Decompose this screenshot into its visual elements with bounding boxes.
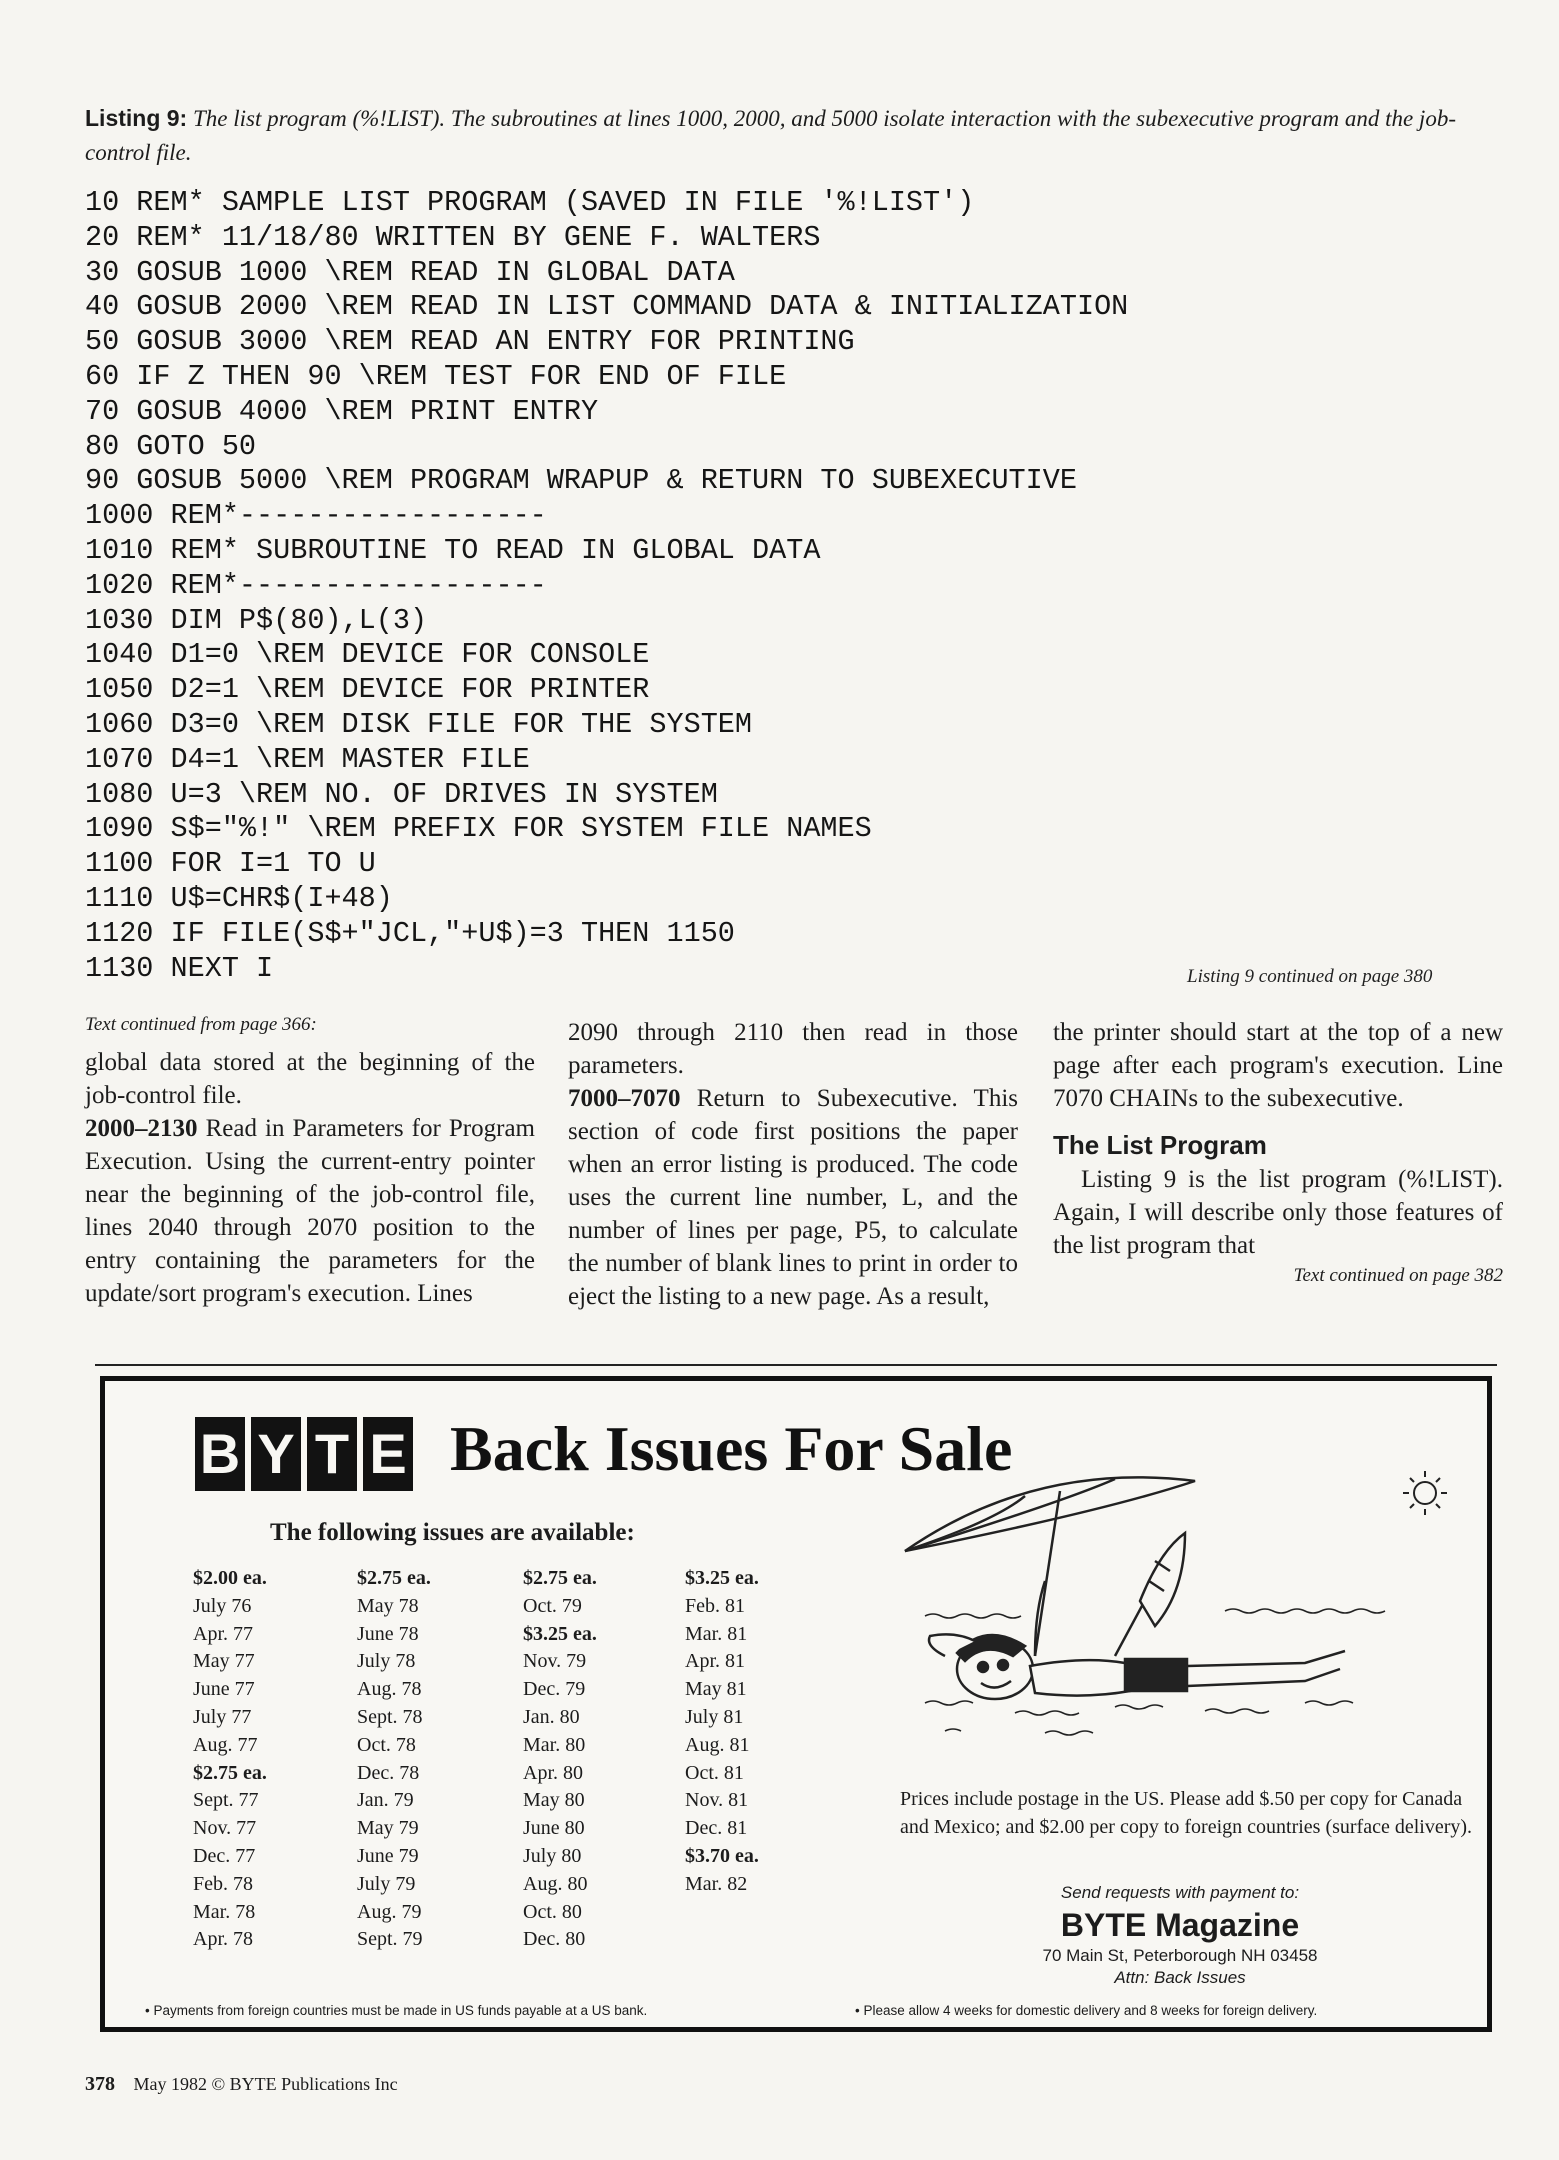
sunbather-figure bbox=[929, 1533, 1345, 1699]
price-heading: $3.25 ea. bbox=[523, 1622, 597, 1645]
code-line: 1120 IF FILE(S$+"JCL,"+U$)=3 THEN 1150 bbox=[85, 916, 735, 950]
caption-label: Listing 9: bbox=[85, 105, 188, 131]
issue-item: Mar. 82 bbox=[685, 1872, 748, 1895]
code-line: 1100 FOR I=1 TO U bbox=[85, 847, 376, 881]
issues-column-2 bbox=[357, 1565, 431, 1954]
code-line: 1020 REM*------------------ bbox=[85, 568, 547, 602]
issue-item: May 77 bbox=[193, 1650, 255, 1673]
text-column-3 bbox=[1053, 1016, 1503, 1290]
code-line: 20 REM* 11/18/80 WRITTEN BY GENE F. WALTERS bbox=[85, 220, 821, 254]
col2-para1: 2090 through 2110 then read in those parameters. bbox=[568, 1019, 1018, 1079]
send-requests-label: Send requests with payment to: bbox=[1060, 1883, 1300, 1902]
issue-item: Aug. 80 bbox=[523, 1872, 588, 1895]
issue-item: Jan. 80 bbox=[523, 1705, 580, 1728]
col3-para1: the printer should start at the top of a new page after each program's execution. Line 7070 CHAINs to the subexecutive. bbox=[1053, 1019, 1503, 1112]
divider-rule bbox=[95, 1364, 1497, 1366]
attention-line: Attn: Back Issues bbox=[1114, 1968, 1246, 1987]
issue-item: June 78 bbox=[357, 1622, 419, 1645]
col2-para2 bbox=[568, 1082, 1018, 1313]
issue-item: Mar. 78 bbox=[193, 1900, 256, 1923]
issue-item: Apr. 80 bbox=[523, 1761, 583, 1784]
code-line: 1010 REM* SUBROUTINE TO READ IN GLOBAL DATA bbox=[85, 533, 821, 567]
issue-item: Dec. 79 bbox=[523, 1678, 586, 1701]
issue-item: Mar. 80 bbox=[523, 1733, 586, 1756]
issue-item: Oct. 79 bbox=[523, 1594, 582, 1617]
caption-text: The list program (%!LIST). The subroutines at lines 1000, 2000, and 5000 isolate interaction with the subexecutive program and the job-control file. bbox=[85, 106, 1456, 165]
issue-item: June 77 bbox=[193, 1678, 255, 1701]
col1-para2-lead: 2000–2130 bbox=[85, 1115, 198, 1142]
delivery-note: • Please allow 4 weeks for domestic delivery and 8 weeks for foreign delivery. bbox=[855, 2003, 1318, 2018]
text-column-2 bbox=[568, 1016, 1018, 1313]
code-line: 1070 D4=1 \REM MASTER FILE bbox=[85, 742, 530, 776]
issue-item: Oct. 81 bbox=[685, 1761, 744, 1784]
issue-item: May 80 bbox=[523, 1789, 585, 1812]
issue-item: Sept. 78 bbox=[357, 1705, 423, 1728]
price-heading: $2.00 ea. bbox=[193, 1567, 267, 1589]
col1-para2-text: Read in Parameters for Program Execution. Using the current-entry pointer near the beginning of the job-control file, lines 2040 through 2070 position to the entry containing the parameters for the update/sort program's execution. Lines bbox=[85, 1115, 535, 1307]
issue-item: Nov. 79 bbox=[523, 1650, 587, 1673]
issues-column-4 bbox=[685, 1565, 759, 1899]
issue-item: July 78 bbox=[357, 1650, 416, 1673]
issue-item: Oct. 78 bbox=[357, 1733, 416, 1756]
code-listing bbox=[85, 186, 1128, 986]
issue-item: July 79 bbox=[357, 1872, 416, 1895]
issue-item: Nov. 77 bbox=[193, 1817, 257, 1840]
code-line: 10 REM* SAMPLE LIST PROGRAM (SAVED IN FILE '%!LIST') bbox=[85, 186, 975, 219]
issue-item: Aug. 81 bbox=[685, 1733, 750, 1756]
logo-letter: Y bbox=[251, 1417, 301, 1491]
price-heading: $3.70 ea. bbox=[685, 1844, 759, 1867]
byte-logo bbox=[195, 1417, 425, 1491]
price-heading: $3.25 ea. bbox=[685, 1567, 759, 1589]
umbrella-icon bbox=[905, 1477, 1195, 1656]
code-line: 1080 U=3 \REM NO. OF DRIVES IN SYSTEM bbox=[85, 777, 718, 811]
price-heading: $2.75 ea. bbox=[193, 1761, 267, 1784]
logo-letter: E bbox=[363, 1417, 413, 1491]
col2-para2-lead: 7000–7070 bbox=[568, 1085, 681, 1112]
issue-item: Dec. 80 bbox=[523, 1928, 586, 1951]
code-line: 1110 U$=CHR$(I+48) bbox=[85, 881, 393, 915]
beach-umbrella-illustration bbox=[885, 1441, 1475, 1771]
code-line: 1050 D2=1 \REM DEVICE FOR PRINTER bbox=[85, 673, 650, 707]
col1-para1: global data stored at the beginning of the job-control file. bbox=[85, 1049, 535, 1109]
issue-item: July 76 bbox=[193, 1594, 252, 1617]
continued-on-note: Text continued on page 382 bbox=[1293, 1265, 1503, 1286]
code-line: 1090 S$="%!" \REM PREFIX FOR SYSTEM FILE NAMES bbox=[85, 812, 872, 846]
logo-letter: B bbox=[195, 1417, 245, 1491]
issue-item: May 78 bbox=[357, 1594, 419, 1617]
issue-item: Dec. 77 bbox=[193, 1844, 256, 1867]
issue-item: Jan. 79 bbox=[357, 1789, 414, 1812]
col1-para2 bbox=[85, 1112, 535, 1310]
issue-item: Oct. 80 bbox=[523, 1900, 582, 1923]
issue-item: Sept. 77 bbox=[193, 1789, 259, 1812]
issue-item: May 79 bbox=[357, 1817, 419, 1840]
price-heading: $2.75 ea. bbox=[357, 1567, 431, 1589]
issues-column-3 bbox=[523, 1565, 597, 1954]
prices-note: Prices include postage in the US. Please add $.50 per copy for Canada and Mexico; and $2.00 per copy to foreign countries (surface delivery). bbox=[900, 1788, 1473, 1838]
text-column-1 bbox=[85, 1010, 535, 1310]
issue-item: Feb. 81 bbox=[685, 1594, 745, 1617]
page-number: 378 bbox=[85, 2073, 115, 2095]
price-heading: $2.75 ea. bbox=[523, 1567, 597, 1589]
listing-continued-note: Listing 9 continued on page 380 bbox=[1187, 966, 1433, 987]
footer-credit: May 1982 © BYTE Publications Inc bbox=[133, 2074, 398, 2094]
page-footer bbox=[85, 2073, 398, 2096]
back-issues-ad bbox=[100, 1376, 1492, 2032]
issue-item: Dec. 78 bbox=[357, 1761, 420, 1784]
code-line: 40 GOSUB 2000 \REM READ IN LIST COMMAND DATA & INITIALIZATION bbox=[85, 290, 1129, 324]
code-line: 50 GOSUB 3000 \REM READ AN ENTRY FOR PRINTING bbox=[85, 325, 855, 359]
col3-para2: Listing 9 is the list program (%!LIST). Again, I will describe only those features of the list program that bbox=[1053, 1166, 1503, 1259]
issue-item: Apr. 78 bbox=[193, 1928, 253, 1951]
issue-item: June 79 bbox=[357, 1844, 419, 1867]
issue-item: Mar. 81 bbox=[685, 1622, 748, 1645]
foreign-payment-note: • Payments from foreign countries must be made in US funds payable at a US bank. bbox=[145, 2003, 648, 2018]
company-address: 70 Main St, Peterborough NH 03458 bbox=[1042, 1946, 1318, 1965]
listing-caption bbox=[85, 101, 1505, 170]
issue-item: Apr. 77 bbox=[193, 1622, 253, 1645]
code-line: 1060 D3=0 \REM DISK FILE FOR THE SYSTEM bbox=[85, 707, 753, 741]
continued-from-note: Text continued from page 366: bbox=[85, 1014, 317, 1035]
issue-item: Aug. 79 bbox=[357, 1900, 422, 1923]
issue-item: June 80 bbox=[523, 1817, 585, 1840]
issue-item: Apr. 81 bbox=[685, 1650, 745, 1673]
code-line: 30 GOSUB 1000 \REM READ IN GLOBAL DATA bbox=[85, 255, 735, 289]
issue-item: Nov. 81 bbox=[685, 1789, 749, 1812]
issue-item: Aug. 77 bbox=[193, 1733, 258, 1756]
code-line: 1000 REM*------------------ bbox=[85, 499, 547, 533]
code-line: 1130 NEXT I bbox=[85, 951, 274, 985]
issue-item: May 81 bbox=[685, 1678, 747, 1701]
sun-icon bbox=[1403, 1471, 1447, 1515]
ad-subtitle: The following issues are available: bbox=[270, 1519, 635, 1546]
logo-letter: T bbox=[307, 1417, 357, 1491]
ad-title: Back Issues For Sale bbox=[450, 1413, 1013, 1484]
code-line: 90 GOSUB 5000 \REM PROGRAM WRAPUP & RETURN TO SUBEXECUTIVE bbox=[85, 464, 1077, 498]
col2-para2-text: Return to Subexecutive. This section of code first positions the paper when an error listing is produced. The code uses the current line number, L, and the number of lines per page, P5, to calculate the number of blank lines to print in order to eject the listing to a new page. As a result, bbox=[568, 1085, 1018, 1310]
code-line: 70 GOSUB 4000 \REM PRINT ENTRY bbox=[85, 394, 599, 428]
issue-item: July 81 bbox=[685, 1705, 744, 1728]
issue-item: Feb. 78 bbox=[193, 1872, 253, 1895]
issue-item: July 80 bbox=[523, 1844, 582, 1867]
code-line: 80 GOTO 50 bbox=[85, 429, 257, 463]
code-line: 1040 D1=0 \REM DEVICE FOR CONSOLE bbox=[85, 638, 650, 672]
issues-column-1 bbox=[193, 1565, 267, 1954]
section-heading: The List Program bbox=[1053, 1130, 1267, 1160]
code-line: 60 IF Z THEN 90 \REM TEST FOR END OF FILE bbox=[85, 359, 787, 393]
issue-item: Dec. 81 bbox=[685, 1817, 748, 1840]
issue-item: Sept. 79 bbox=[357, 1928, 423, 1951]
code-line: 1030 DIM P$(80),L(3) bbox=[85, 603, 428, 637]
issue-item: Aug. 78 bbox=[357, 1678, 422, 1701]
company-name: BYTE Magazine bbox=[1060, 1907, 1300, 1943]
issue-item: July 77 bbox=[193, 1705, 252, 1728]
